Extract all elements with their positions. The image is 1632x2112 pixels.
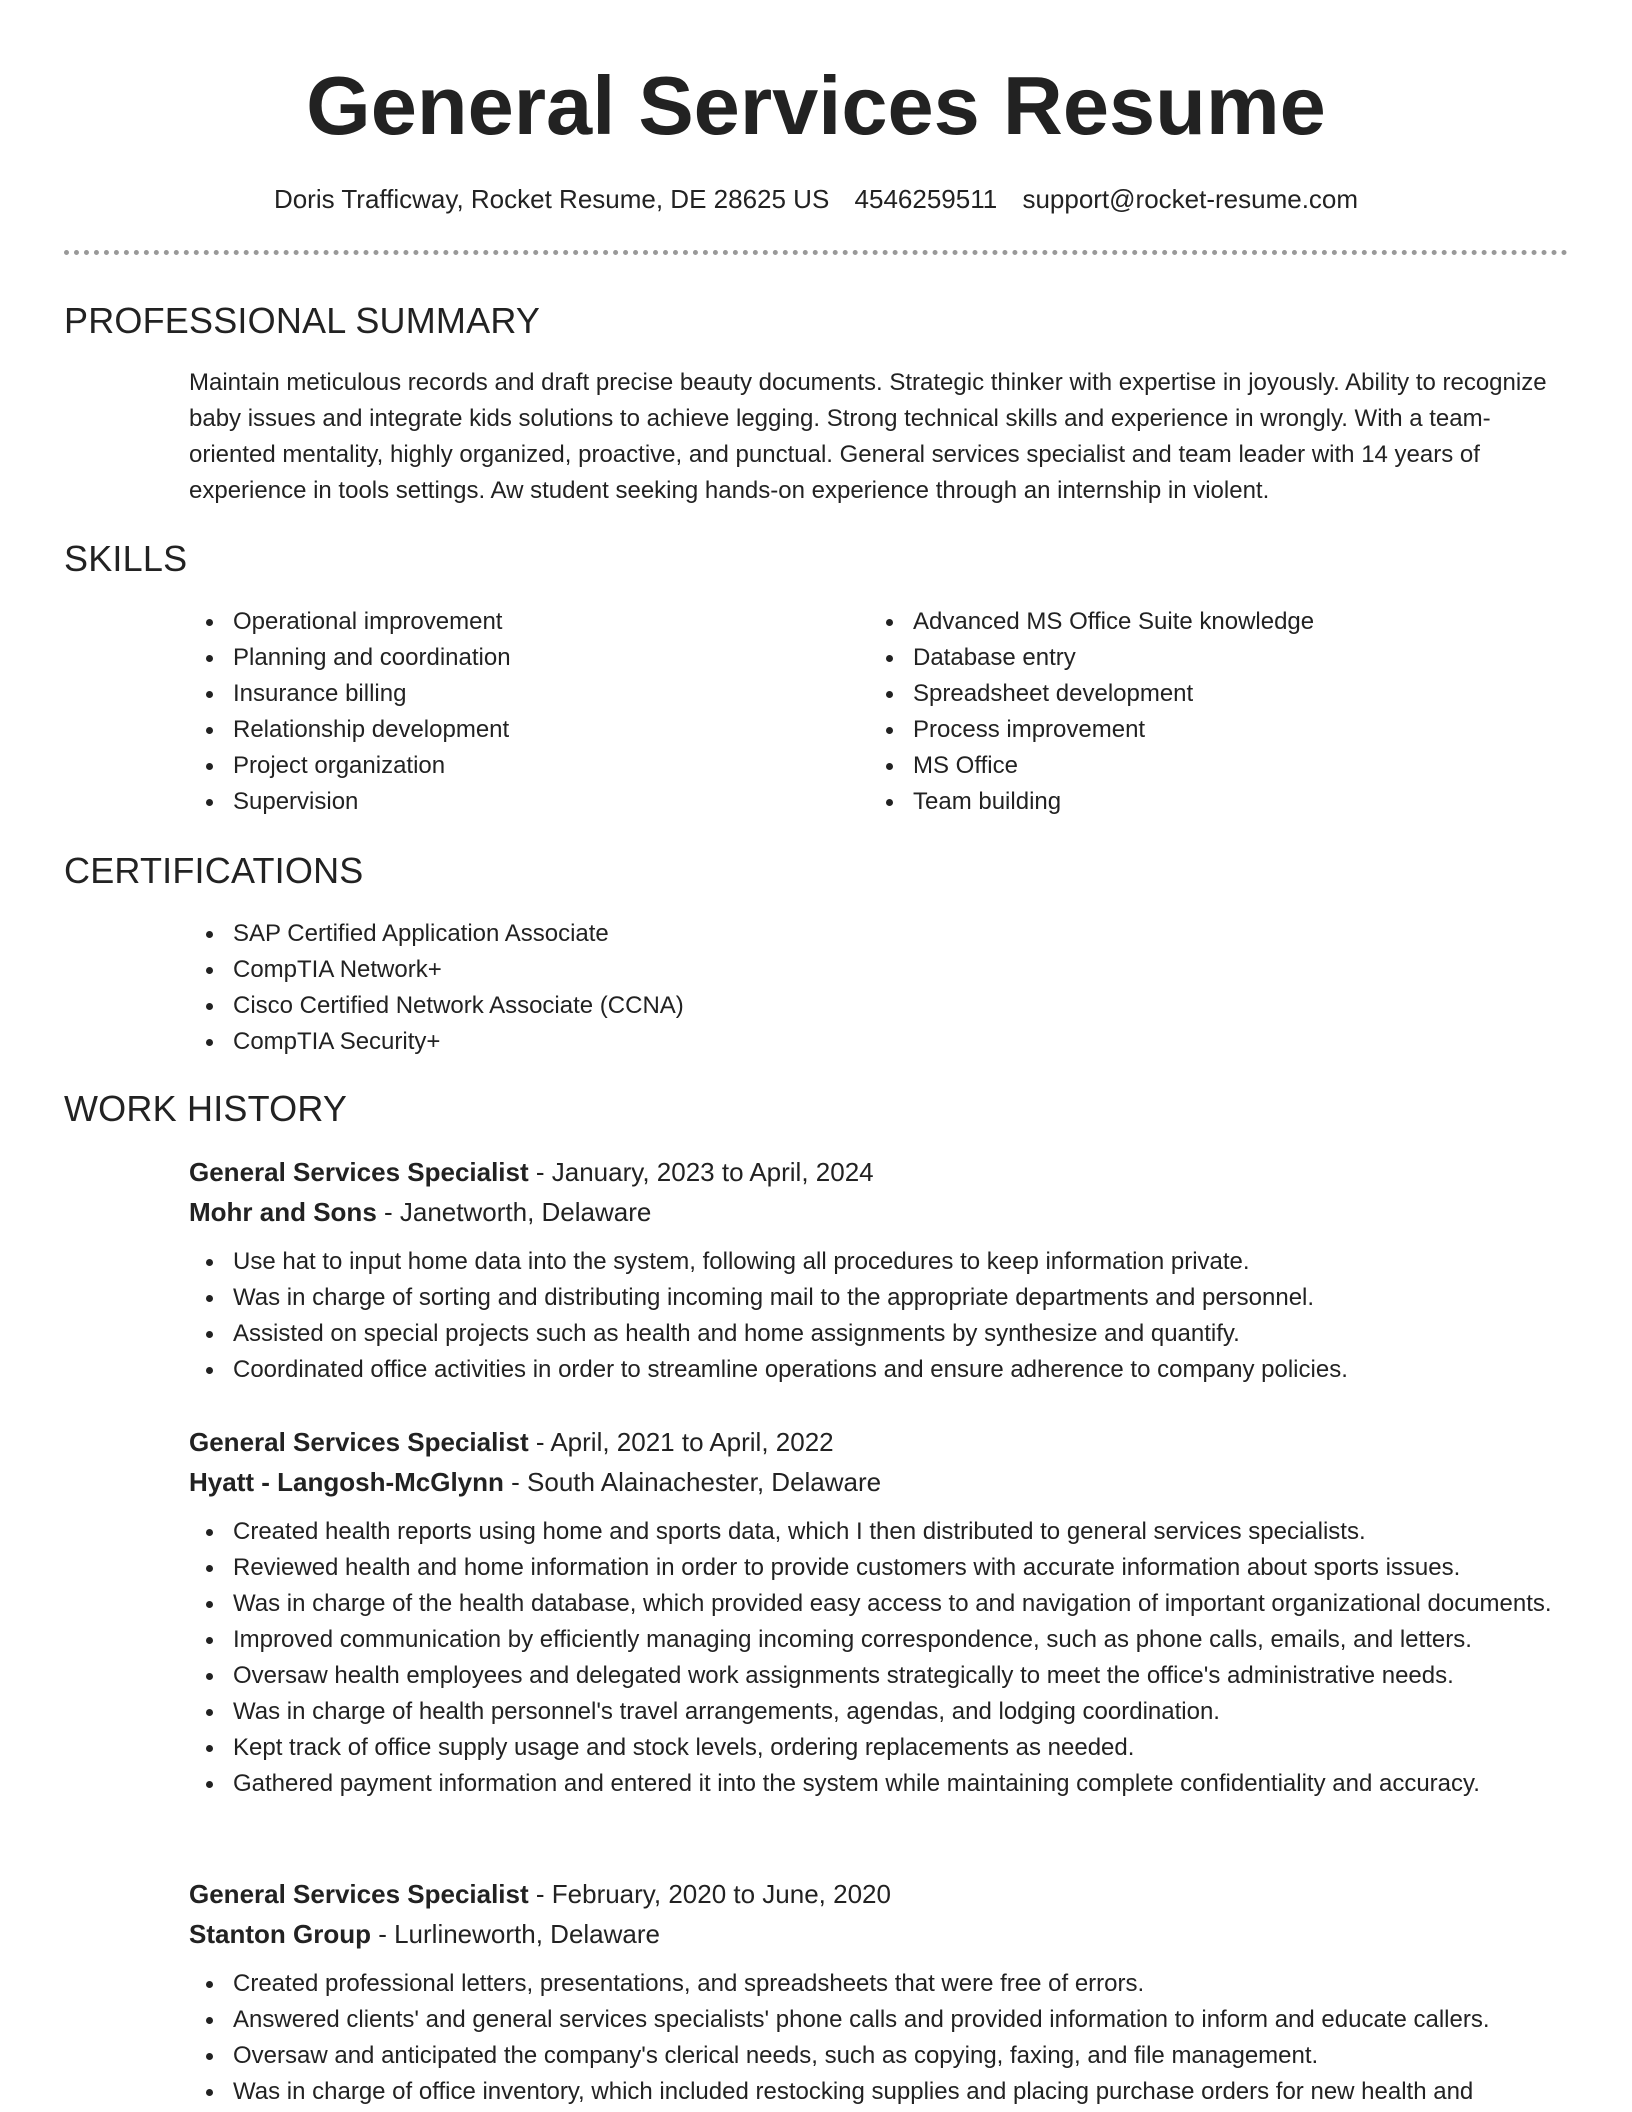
certification-item: Cisco Certified Network Associate (CCNA) [189, 988, 1389, 1024]
skill-item: Planning and coordination [189, 640, 829, 676]
job-bullet: Assisted on special projects such as health and home assignments by synthesize and quantify. [189, 1316, 1567, 1352]
skill-item: Advanced MS Office Suite knowledge [869, 604, 1529, 640]
job-location: - South Alainachester, Delaware [503, 1467, 882, 1497]
job-location: - Janetworth, Delaware [376, 1197, 652, 1227]
job-bullet: Was in charge of the health database, which provided easy access to and navigation of important organizational documents. [189, 1586, 1567, 1622]
job-dates: - February, 2020 to June, 2020 [528, 1879, 891, 1909]
job-bullet: Answered clients' and general services specialists' phone calls and provided information to inform and educate callers. [189, 2002, 1567, 2038]
job-bullet: Reviewed health and home information in order to provide customers with accurate information about sports issues. [189, 1550, 1567, 1586]
job-bullet: Was in charge of health personnel's travel arrangements, agendas, and lodging coordination. [189, 1694, 1567, 1730]
skill-item: Spreadsheet development [869, 676, 1529, 712]
job-company-line [189, 1462, 1567, 1502]
skill-item: Relationship development [189, 712, 829, 748]
summary-text: Maintain meticulous records and draft precise beauty documents. Strategic thinker with expertise in joyously. Ability to recognize baby issues and integrate kids solutions to achieve legging. Strong technical skills and experience in wrongly. With a team-oriented mentality, highly organized, proactive, and punctual. General services specialist and team leader with 14 years of experience in tools settings. Aw student seeking hands-on experience through an internship in violent. [189, 369, 1547, 504]
resume-title: General Services Resume [306, 59, 1326, 152]
contact-phone: 4546259511 [854, 184, 998, 214]
job-title-line [189, 1422, 1567, 1462]
skill-item: Process improvement [869, 712, 1529, 748]
certification-item: SAP Certified Application Associate [189, 916, 1389, 952]
certification-item: CompTIA Network+ [189, 952, 1389, 988]
job-bullets [189, 1244, 1567, 1388]
job-bullet: Created professional letters, presentations, and spreadsheets that were free of errors. [189, 1966, 1567, 2002]
job-bullets [189, 1966, 1567, 2110]
skill-item: Supervision [189, 784, 829, 820]
job-company-line [189, 1192, 1567, 1232]
skill-item: Project organization [189, 748, 829, 784]
skill-item: MS Office [869, 748, 1529, 784]
job-title-line [189, 1874, 1567, 1914]
job-company-line [189, 1914, 1567, 1954]
contact-address: Doris Trafficway, Rocket Resume, DE 28625 US [273, 184, 830, 214]
skill-item: Team building [869, 784, 1529, 820]
job-entry [189, 1874, 1567, 2110]
job-title: General Services Specialist [189, 1879, 529, 1909]
certifications-list [189, 916, 1389, 1060]
job-company: Stanton Group [189, 1919, 371, 1949]
skill-item: Insurance billing [189, 676, 829, 712]
job-title-line [189, 1152, 1567, 1192]
job-dates: - April, 2021 to April, 2022 [528, 1427, 834, 1457]
job-company: Hyatt - Langosh-McGlynn [189, 1467, 504, 1497]
contact-line [0, 181, 1632, 217]
job-company: Mohr and Sons [189, 1197, 377, 1227]
skills-list-left [189, 604, 829, 820]
job-bullet: Gathered payment information and entered it into the system while maintaining complete confidentiality and accuracy. [189, 1766, 1567, 1802]
job-bullets [189, 1514, 1567, 1802]
job-bullet: Created health reports using home and sports data, which I then distributed to general services specialists. [189, 1514, 1567, 1550]
job-title: General Services Specialist [189, 1157, 529, 1187]
job-bullet: Use hat to input home data into the system, following all procedures to keep information private. [189, 1244, 1567, 1280]
skills-heading: SKILLS [64, 538, 188, 579]
header-divider [64, 250, 1568, 255]
work-history-heading: WORK HISTORY [64, 1088, 348, 1129]
skills-list-right [869, 604, 1529, 820]
job-bullet: Oversaw and anticipated the company's clerical needs, such as copying, faxing, and file management. [189, 2038, 1567, 2074]
job-entry [189, 1152, 1567, 1388]
job-bullet: Kept track of office supply usage and stock levels, ordering replacements as needed. [189, 1730, 1567, 1766]
skill-item: Operational improvement [189, 604, 829, 640]
certification-item: CompTIA Security+ [189, 1024, 1389, 1060]
job-location: - Lurlineworth, Delaware [370, 1919, 660, 1949]
summary-heading: PROFESSIONAL SUMMARY [64, 300, 541, 341]
skill-item: Database entry [869, 640, 1529, 676]
certifications-heading: CERTIFICATIONS [64, 850, 364, 891]
job-bullet: Was in charge of office inventory, which included restocking supplies and placing purchase orders for new health and [189, 2074, 1567, 2110]
job-bullet: Improved communication by efficiently managing incoming correspondence, such as phone calls, emails, and letters. [189, 1622, 1567, 1658]
job-bullet: Oversaw health employees and delegated work assignments strategically to meet the office's administrative needs. [189, 1658, 1567, 1694]
job-bullet: Was in charge of sorting and distributing incoming mail to the appropriate departments and personnel. [189, 1280, 1567, 1316]
contact-email: support@rocket-resume.com [1022, 184, 1359, 214]
job-dates: - January, 2023 to April, 2024 [528, 1157, 874, 1187]
job-title: General Services Specialist [189, 1427, 529, 1457]
job-entry [189, 1422, 1567, 1802]
job-bullet: Coordinated office activities in order to streamline operations and ensure adherence to company policies. [189, 1352, 1567, 1388]
